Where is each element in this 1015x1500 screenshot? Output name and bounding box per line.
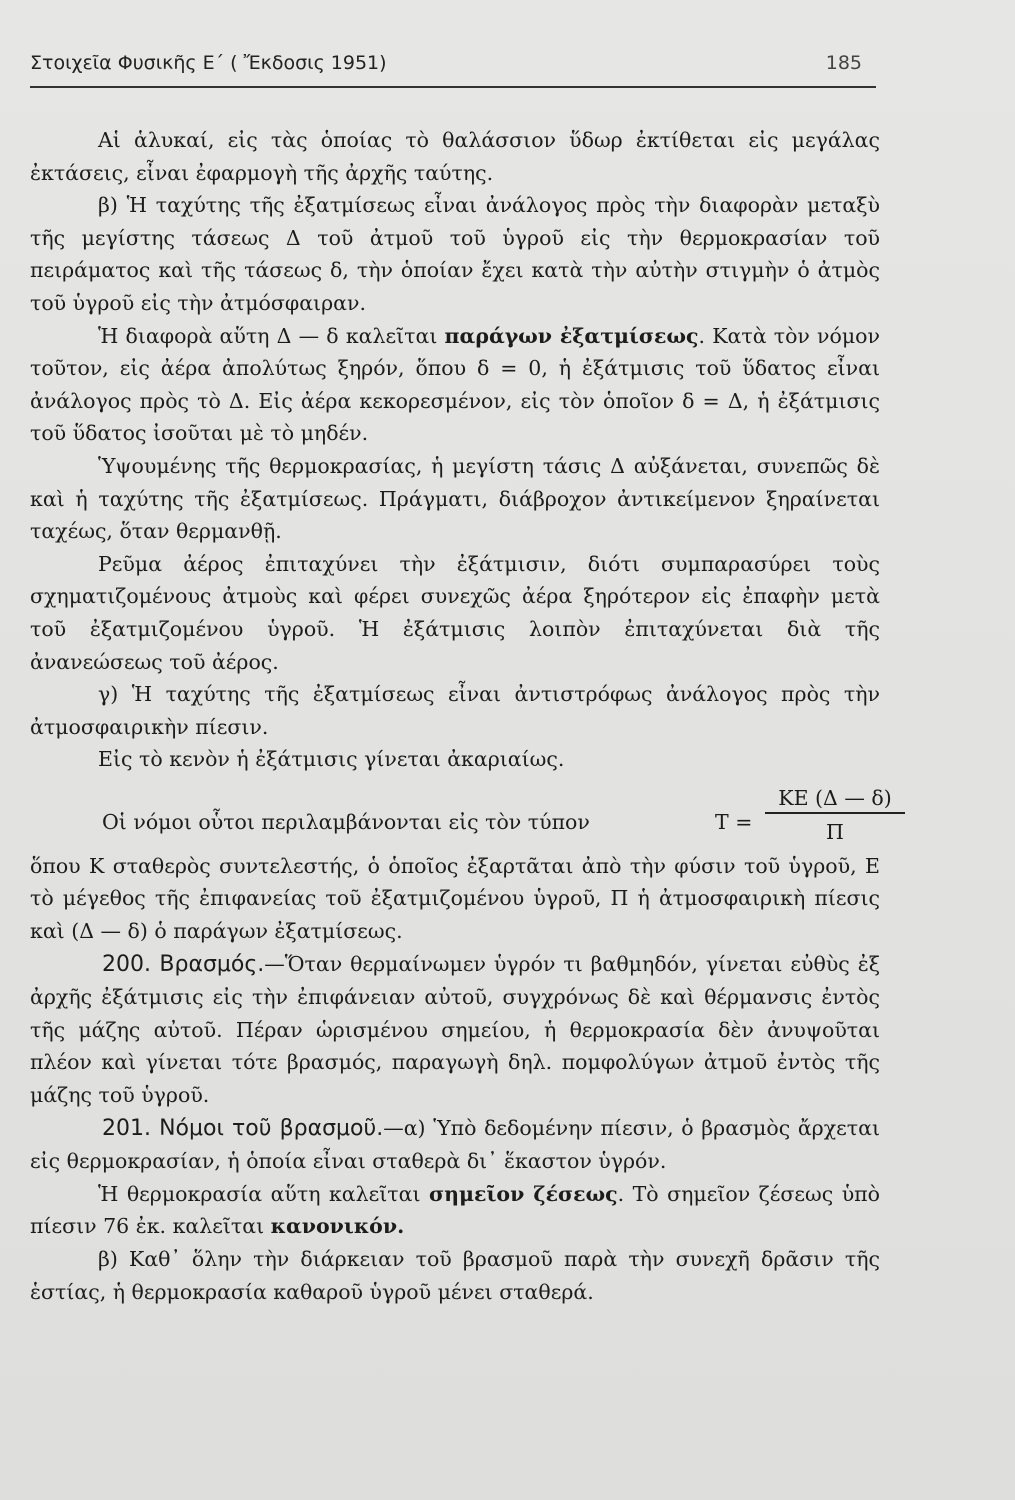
paragraph-formula-terms: ὅπου Κ σταθερὸς συντελεστής, ὁ ὁποῖος ἐξαρτᾶται ἀπὸ τὴν φύσιν τοῦ ὑγροῦ, Ε τὸ μέγεθος τῆς ἐπιφανείας τοῦ ἐξατμιζομένου ὑγροῦ, Π ἡ ἀτμοσφαιρικὴ πίεσις καὶ (Δ — δ) ὁ παράγων ἐξατμίσεως. [30, 853, 880, 944]
formula-denominator: Π [826, 819, 844, 844]
text-run: . Κατὰ τὸν νόμον τοῦτον, εἰς ἀέρα ἀπολύτως ξηρόν, ὅπου δ = 0, ἡ ἐξάτμισις τοῦ ὕδατος εἶναι ἀνάλογος πρὸς τὸ Δ. Εἰς ἀέρα κεκορεσμένον, εἰς τὸν ὁποῖον δ = Δ, ἡ ἐξάτμισις τοῦ ὕδατος ἰσοῦται μὲ τὸ μηδέν. [30, 323, 880, 446]
bold-term: παράγων ἐξατμίσεως [444, 323, 699, 348]
bold-term: κανονικόν. [270, 1214, 405, 1239]
text-run: Ἡ θερμοκρασία αὕτη καλεῖται [98, 1181, 430, 1206]
paragraph-boiling-point [30, 1178, 880, 1243]
header-rule [30, 86, 876, 88]
page-number: 185 [825, 52, 862, 74]
page-body [30, 124, 892, 1308]
paragraph-pressure: γ) Ἡ ταχύτης τῆς ἐξατμίσεως εἶναι ἀντιστρόφως ἀνάλογος πρὸς τὴν ἀτμοσφαιρικὴν πίεσιν. [30, 682, 880, 739]
text-run: . Τὸ σημεῖον ζέσεως ὑπὸ πίεσιν 76 ἐκ. καλεῖται [30, 1181, 880, 1239]
formula-numerator: ΚΕ (Δ — δ) [778, 785, 892, 810]
section-201 [30, 1112, 880, 1178]
running-header [30, 52, 870, 88]
paragraph-air-current: Ρεῦμα ἀέρος ἐπιταχύνει τὴν ἐξάτμισιν, διότι συμπαρασύρει τοὺς σχηματιζομένους ἀτμοὺς καὶ φέρει συνεχῶς ἀέρα ξηρότερον εἰς ἐπαφὴν μετὰ τοῦ ἐξατμιζομένου ὑγροῦ. Ἡ ἐξάτμισις λοιπὸν ἐπιταχύνεται διὰ τῆς ἀνανεώσεως τοῦ ἀέρος. [30, 551, 880, 674]
paragraph-salt-pans: Αἱ ἁλυκαί, εἰς τὰς ὁποίας τὸ θαλάσσιον ὕδωρ ἐκτίθεται εἰς μεγάλας ἐκτάσεις, εἶναι ἐφαρμογὴ τῆς ἀρχῆς ταύτης. [30, 128, 880, 185]
section-heading: 201. Νόμοι τοῦ βρασμοῦ. [102, 1115, 384, 1141]
formula-lhs: Τ = [715, 809, 753, 834]
paragraph-temperature: Ὑψουμένης τῆς θερμοκρασίας, ἡ μεγίστη τάσις Δ αὐξάνεται, συνεπῶς δὲ καὶ ἡ ταχύτης τῆς ἐξατμίσεως. Πράγματι, διάβροχον ἀντικείμενον ξηραίνεται ταχέως, ὅταν θερμανθῇ. [30, 453, 880, 544]
paragraph-evaporation-rate: β) Ἡ ταχύτης τῆς ἐξατμίσεως εἶναι ἀνάλογος πρὸς τὴν διαφορὰν μεταξὺ τῆς μεγίστης τάσεως Δ τοῦ ἀτμοῦ τοῦ ὑγροῦ εἰς τὴν θερμοκρασίαν τοῦ πειράματος καὶ τῆς τάσεως δ, τὴν ὁποίαν ἔχει κατὰ τὴν αὐτὴν στιγμὴν ὁ ἀτμὸς τοῦ ὑγροῦ εἰς τὴν ἀτμόσφαιραν. [30, 193, 880, 315]
text-run: Ἡ διαφορὰ αὕτη Δ — δ καλεῖται [98, 323, 445, 348]
paragraph-evaporation-factor [30, 320, 880, 450]
paragraph-vacuum: Εἰς τὸ κενὸν ἡ ἐξάτμισις γίνεται ἀκαριαίως. [98, 747, 565, 772]
formula-intro: Οἱ νόμοι οὗτοι περιλαμβάνονται εἰς τὸν τύπον [102, 809, 590, 834]
formula-line [30, 782, 892, 850]
bold-term: σημεῖον ζέσεως [429, 1181, 618, 1206]
section-200 [30, 948, 880, 1112]
book-title: Στοιχεῖα Φυσικῆς Ε΄ ( Ἔκδοσις 1951) [30, 52, 387, 74]
text-run: —Ὅταν θερμαίνωμεν ὑγρόν τι βαθμηδόν, γίνεται εὐθὺς ἐξ ἀρχῆς ἐξάτμισις εἰς τὴν ἐπιφάνειαν αὐτοῦ, συγχρόνως δὲ καὶ θέρμανσις ἐντὸς τῆς μάζης αὐτοῦ. Πέραν ὡρισμένου σημείου, ἡ θερμοκρασία δὲν ἀνυψοῦται πλέον καὶ γίνεται τότε βρασμός, παραγωγὴ δηλ. πομφολύγων ἀτμοῦ ἐντὸς τῆς μάζης τοῦ ὑγροῦ. [30, 951, 880, 1108]
text-run: —α) Ὑπὸ δεδομένην πίεσιν, ὁ βρασμὸς ἄρχεται εἰς θερμοκρασίαν, ἡ ὁποία εἶναι σταθερὰ δι᾿ ἕκαστον ὑγρόν. [30, 1115, 880, 1174]
paragraph-constant-temperature: β) Καθ᾿ ὅλην τὴν διάρκειαν τοῦ βρασμοῦ παρὰ τὴν συνεχῆ δρᾶσιν τῆς ἑστίας, ἡ θερμοκρασία καθαροῦ ὑγροῦ μένει σταθερά. [30, 1247, 880, 1304]
fraction-bar [765, 812, 905, 814]
section-heading: 200. Βρασμός. [102, 951, 265, 977]
